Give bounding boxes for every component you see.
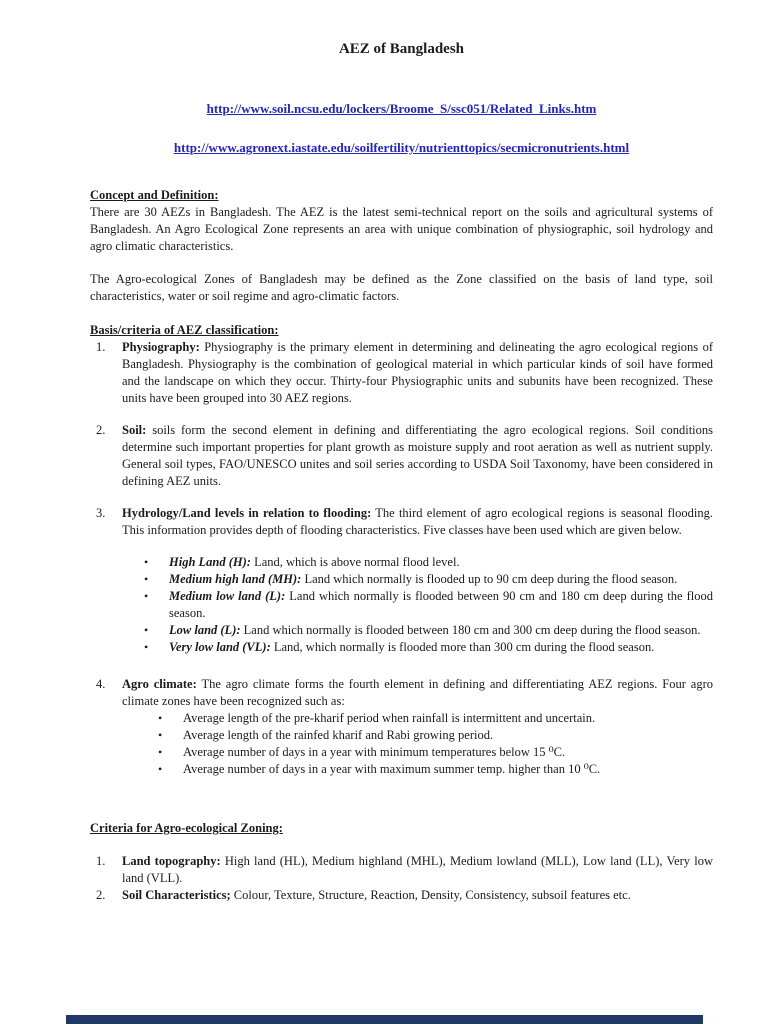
link-line-2 [90, 139, 713, 157]
link-soil-ncsu[interactable]: http://www.soil.ncsu.edu/lockers/Broome_S/ssc051/Related_Links.htm [206, 101, 597, 116]
page-title: AEZ of Bangladesh [338, 41, 465, 57]
bullet-icon: • [144, 572, 149, 586]
bullet-icon: • [144, 555, 149, 569]
list-item-body [122, 853, 713, 887]
item-text: The third element of agro ecological regions is seasonal flooding. This information provides depth of flooding characteristics. Five classes have been used which are given below. [122, 506, 713, 537]
bullet-icon: • [158, 728, 163, 742]
list-number: 4. [96, 677, 106, 691]
basis-item-soil [90, 422, 713, 490]
flood-class-high-land [144, 554, 713, 571]
list-number: 1. [96, 854, 106, 868]
bullet-body [169, 622, 713, 639]
flood-class-medium-high [144, 571, 713, 588]
bullet-icon: • [144, 589, 149, 603]
concept-paragraph-1: There are 30 AEZs in Bangladesh. The AEZ is the latest semi-technical report on the soils and agricultural systems of Bangladesh. An Agro Ecological Zone represents an area with unique combination of physiographic, soil hydrology and agro climatic characteristics. [90, 205, 713, 253]
flood-class-low-land [144, 622, 713, 639]
flood-class-label: High Land (H): [169, 555, 251, 569]
basis-item-agro-climate [90, 676, 713, 778]
flood-class-label: Medium high land (MH): [169, 572, 302, 586]
list-item-body [122, 887, 713, 904]
flood-class-label: Very low land (VL): [169, 640, 271, 654]
bullet-icon: • [144, 640, 149, 654]
item-label: Hydrology/Land levels in relation to flooding: [122, 506, 372, 520]
flood-class-list [144, 554, 713, 656]
bullet-icon: • [158, 745, 163, 759]
bullet-body [169, 588, 713, 622]
agro-climate-list [158, 710, 713, 778]
item-text: The agro climate forms the fourth element in defining and differentiating AEZ regions. Four agro climate zones have been recognized such as: [122, 677, 713, 708]
list-number: 1. [96, 340, 106, 354]
item-text: Colour, Texture, Structure, Reaction, Density, Consistency, subsoil features etc. [233, 888, 631, 902]
bullet-body [169, 639, 713, 656]
bullet-body [169, 571, 713, 588]
bullet-icon: • [158, 711, 163, 725]
flood-class-text: Land, which normally is flooded more than 300 cm during the flood season. [273, 640, 655, 654]
agro-climate-point [158, 761, 713, 778]
item-text: soils form the second element in defining and differentiating the agro ecological regions. Soil conditions determine such important properties for plant growth as moisture supply and root aeration as well as nutrient supply. General soil types, FAO/UNESCO unites and soil series according to USDA Soil Taxonomy, have been considered in defining AEZ units. [122, 423, 714, 488]
flood-class-text: Land which normally is flooded up to 90 cm deep during the flood season. [304, 572, 678, 586]
list-item-body [122, 505, 713, 539]
link-line-1 [90, 100, 713, 118]
list-item-body [122, 676, 713, 778]
bullet-body: Average length of the rainfed kharif and Rabi growing period. [183, 728, 494, 742]
flood-class-label: Medium low land (L): [169, 589, 286, 603]
heading-criteria-zoning: Criteria for Agro-ecological Zoning: [90, 821, 283, 835]
item-label: Land topography: [122, 854, 221, 868]
list-number: 2. [96, 888, 106, 902]
heading-concept-definition: Concept and Definition: [90, 188, 219, 202]
list-number: 2. [96, 423, 106, 437]
item-text: Physiography is the primary element in determining and delineating the agro ecological regions of Bangladesh. Physiography is the combination of geological material in which particular kinds of soil have formed and the landscape on which they occur. Thirty-four Physiographic units and subunits have been recognized. These units have been grouped into 30 AEZ regions. [122, 340, 713, 405]
flood-class-label: Low land (L): [169, 623, 241, 637]
concept-paragraph-2: The Agro-ecological Zones of Bangladesh may be defined as the Zone classified on the basis of land type, soil characteristics, water or soil regime and agro-climatic factors. [90, 272, 713, 303]
heading-basis-criteria: Basis/criteria of AEZ classification: [90, 323, 279, 337]
flood-class-text: Land which normally is flooded between 180 cm and 300 cm deep during the flood season. [243, 623, 701, 637]
bullet-body: Average number of days in a year with maximum summer temp. higher than 10 ⁰C. [183, 762, 601, 776]
agro-climate-point [158, 710, 713, 727]
bullet-body: Average number of days in a year with minimum temperatures below 15 ⁰C. [183, 745, 566, 759]
flood-class-text: Land, which is above normal flood level. [254, 555, 460, 569]
item-label: Physiography: [122, 340, 200, 354]
bullet-icon: • [158, 762, 163, 776]
list-item-body [122, 339, 713, 407]
bullet-body: Average length of the pre-kharif period when rainfall is intermittent and uncertain. [183, 711, 596, 725]
item-label: Soil Characteristics; [122, 888, 231, 902]
next-page-top-edge-bar [66, 1015, 703, 1024]
criteria-item-land-topography [90, 853, 713, 887]
flood-class-medium-low [144, 588, 713, 622]
flood-class-very-low [144, 639, 713, 656]
agro-climate-point [158, 744, 713, 761]
item-label: Soil: [122, 423, 147, 437]
basis-item-hydrology [90, 505, 713, 539]
flood-class-text: Land which normally is flooded between 90 cm and 180 cm deep during the flood season. [169, 589, 713, 620]
basis-item-physiography [90, 339, 713, 407]
item-label: Agro climate: [122, 677, 197, 691]
bullet-icon: • [144, 623, 149, 637]
item-text: High land (HL), Medium highland (MHL), Medium lowland (MLL), Low land (LL), Very low land (VLL). [122, 854, 713, 885]
list-number: 3. [96, 506, 106, 520]
list-item-body [122, 422, 713, 490]
link-agronext-iastate[interactable]: http://www.agronext.iastate.edu/soilfertility/nutrienttopics/secmicronutrients.html [173, 140, 630, 155]
agro-climate-point [158, 727, 713, 744]
criteria-item-soil-characteristics [90, 887, 713, 904]
bullet-body [169, 554, 713, 571]
